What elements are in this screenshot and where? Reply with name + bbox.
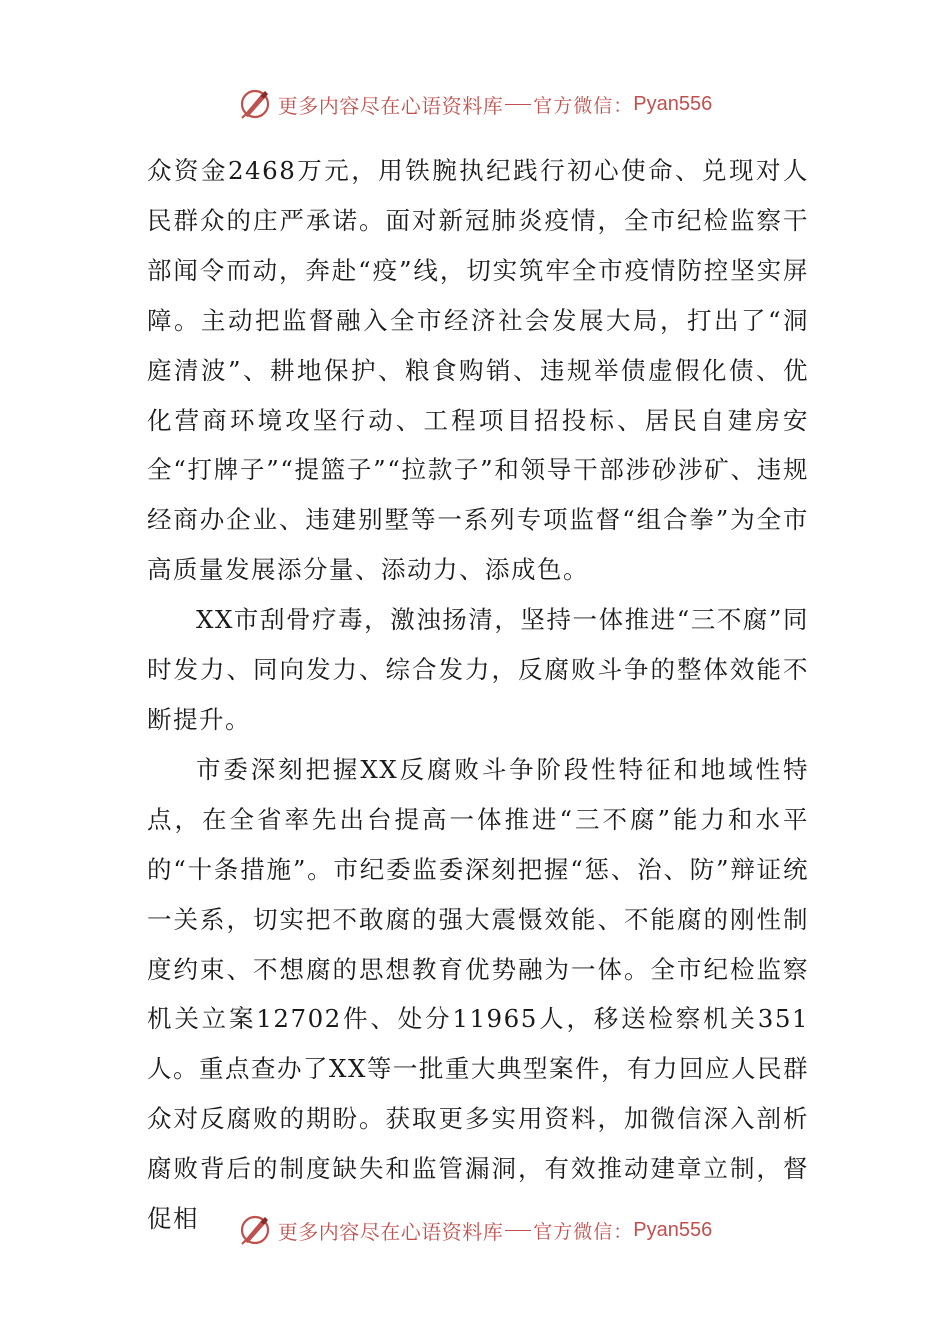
banner-dash [505,104,531,105]
paragraph-2: XX市刮骨疗毒，激浊扬清，坚持一体推进“三不腐”同时发力、同向发力、综合发力，反腐败斗争的整体效能不断提升。 [147,605,809,734]
pen-circle-logo-icon [238,87,272,121]
banner-wechat-id: Pyan556 [633,92,713,115]
footer-banner [0,1210,950,1250]
banner-text: 更多内容尽在心语资料库 [277,93,504,118]
banner-text: 更多内容尽在心语资料库 [277,1219,504,1244]
paragraph-3: 市委深刻把握XX反腐败斗争阶段性特征和地域性特点，在全省率先出台提高一体推进“三不腐”能力和水平的“十条措施”。市纪委监委深刻把握“惩、治、防”辩证统一关系，切实把不敢腐的强大震慑效能、不能腐的刚性制度约束、不想腐的思想教育优势融为一体。全市纪检监察机关立案12702件、处分11965人，移送检察机关351人。重点查办了XX等一批重大典型案件，有力回应人民群众对反腐败的期盼。获取更多实用资料，加微信深入剖析腐败背后的制度缺失和监管漏洞，有效推动建章立制，督促相 [147,754,809,1234]
pen-circle-logo-icon [238,1213,272,1247]
banner-tag: 官方微信： [533,94,634,117]
paragraph-1: 众资金2468万元，用铁腕执纪践行初心使命、兑现对人民群众的庄严承诺。面对新冠肺炎疫情，全市纪检监察干部闻令而动，奔赴“疫”线，切实筑牢全市疫情防控坚实屏障。主动把监督融入全市经济社会发展大局，打出了“洞庭清波”、耕地保护、粮食购销、违规举债虚假化债、优化营商环境攻坚行动、工程项目招投标、居民自建房安全“打牌子”“提篮子”“拉款子”和领导干部涉砂涉矿、违规经商办企业、违建别墅等一系列专项监督“组合拳”为全市高质量发展添分量、添动力、添成色。 [147,156,809,585]
document-body [147,146,809,1244]
header-banner [0,84,950,124]
banner-dash [505,1230,531,1231]
banner-tag: 官方微信： [533,1220,634,1243]
banner-wechat-id: Pyan556 [633,1218,713,1241]
